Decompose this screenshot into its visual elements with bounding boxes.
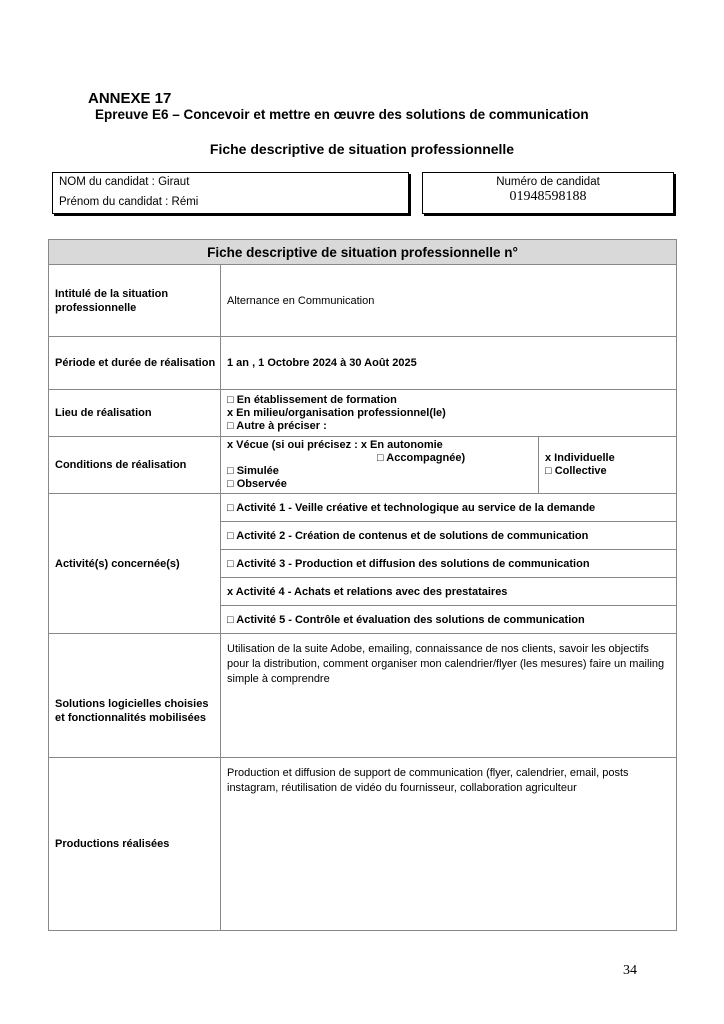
situation-table	[48, 239, 677, 931]
activite-1: □ Activité 1 - Veille créative et technologique au service de la demande	[221, 494, 677, 522]
conditions-left	[221, 437, 539, 494]
annexe-title: ANNEXE 17	[88, 90, 172, 107]
conditions-observee: □ Observée	[227, 478, 287, 490]
epreuve-title: Epreuve E6 – Concevoir et mettre en œuvre des solutions de communication	[95, 107, 589, 122]
productions-label: Productions réalisées	[49, 758, 221, 931]
activite-2: □ Activité 2 - Création de contenus et de solutions de communication	[221, 522, 677, 550]
lieu-option-formation: □ En établissement de formation	[227, 393, 397, 406]
table-header: Fiche descriptive de situation professionnelle n°	[49, 240, 677, 265]
solutions-label: Solutions logicielles choisies et fonctionnalités mobilisées	[49, 634, 221, 758]
conditions-simulee: □ Simulée	[227, 465, 279, 477]
activite-5: □ Activité 5 - Contrôle et évaluation des solutions de communication	[221, 606, 677, 634]
conditions-vecue: x Vécue (si oui précisez : x En autonomie	[227, 439, 443, 451]
conditions-label: Conditions de réalisation	[49, 437, 221, 494]
lieu-label: Lieu de réalisation	[49, 390, 221, 437]
activite-4: x Activité 4 - Achats et relations avec des prestataires	[221, 578, 677, 606]
conditions-collective: □ Collective	[545, 465, 607, 477]
periode-value: 1 an , 1 Octobre 2024 à 30 Août 2025	[221, 337, 677, 390]
intitule-label: Intitulé de la situation professionnelle	[49, 265, 221, 337]
productions-value: Production et diffusion de support de communication (flyer, calendrier, email, posts instagram, réutilisation de vidéo du fournisseur, collaboration agriculteur	[221, 758, 677, 931]
activite-3: □ Activité 3 - Production et diffusion des solutions de communication	[221, 550, 677, 578]
candidate-nom: NOM du candidat : Giraut	[59, 176, 190, 188]
activites-label: Activité(s) concernée(s)	[49, 494, 221, 634]
lieu-option-autre: □ Autre à préciser :	[227, 419, 327, 432]
lieu-options	[221, 390, 677, 437]
conditions-accompagnee: □ Accompagnée)	[377, 452, 466, 464]
intitule-value: Alternance en Communication	[221, 265, 677, 337]
conditions-individuelle: x Individuelle	[545, 452, 615, 464]
conditions-right	[539, 437, 677, 494]
fiche-title: Fiche descriptive de situation professionnelle	[209, 141, 515, 157]
candidate-number-value: 01948598188	[509, 189, 587, 204]
candidate-number-label: Numéro de candidat	[496, 176, 600, 188]
periode-label: Période et durée de réalisation	[49, 337, 221, 390]
lieu-option-professionnel: x En milieu/organisation professionnel(le)	[227, 406, 446, 419]
solutions-value: Utilisation de la suite Adobe, emailing, connaissance de nos clients, savoir les objectifs pour la distribution, comment organiser mon calendrier/flyer (les mesures) faire un mailing simple à comprendre	[221, 634, 677, 758]
candidate-number-box	[422, 172, 674, 214]
candidate-name-box	[52, 172, 409, 214]
page-number: 34	[623, 963, 637, 978]
candidate-prenom: Prénom du candidat : Rémi	[59, 196, 199, 208]
